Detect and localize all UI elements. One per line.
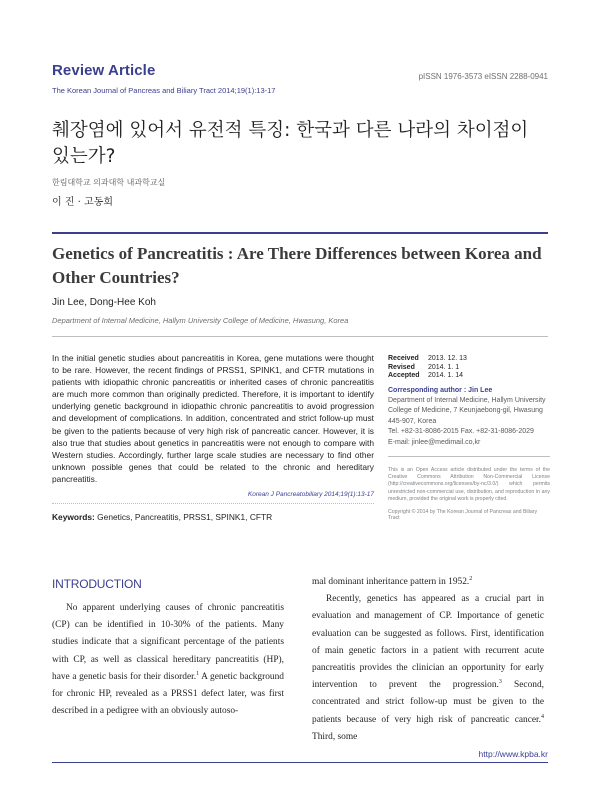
corresponding-author-details bbox=[388, 396, 550, 448]
body-text: No apparent underlying causes of chronic pancreatitis (CP) can be identified in 10-30% of the patients. Many studies indicate that a significant percentage of the patients with CP, as well as classical hereditary pancreatitis (HP), have a genetic basis for their disorder. bbox=[52, 603, 284, 682]
accepted-date: 2014. 1. 14 bbox=[428, 372, 464, 379]
footer-divider bbox=[52, 762, 548, 763]
corr-line: Department of Internal Medicine, Hallym University bbox=[388, 397, 546, 404]
article-dates bbox=[388, 355, 550, 379]
journal-url-link[interactable]: http://www.kpba.kr bbox=[478, 749, 548, 759]
corr-email[interactable]: E-mail: jinlee@medimail.co,kr bbox=[388, 438, 481, 446]
english-affiliation: Department of Internal Medicine, Hallym University College of Medicine, Hwasung, Korea bbox=[52, 316, 349, 325]
issn: pISSN 1976-3573 eISSN 2288-0941 bbox=[418, 72, 548, 81]
revised-date: 2014. 1. 1 bbox=[428, 363, 460, 371]
body-text: Third, some bbox=[312, 731, 358, 742]
sidebar-divider bbox=[388, 456, 550, 457]
english-title: Genetics of Pancreatitis : Are There Differences between Korea and Other Countries? bbox=[52, 244, 542, 287]
article-sidebar bbox=[388, 355, 550, 521]
received-label: Received bbox=[388, 355, 419, 362]
reference-marker[interactable]: 4 bbox=[541, 713, 544, 720]
korean-title: 췌장염에 있어서 유전적 특징: 한국과 다른 나라의 차이점이 있는가? bbox=[52, 120, 529, 167]
korean-authors: 이 진 · 고동희 bbox=[52, 197, 114, 208]
journal-header bbox=[52, 62, 275, 95]
body-text: Second, concentrated and strict follow-up must be given to the patients because of very high risk of pancreatic cancer. bbox=[312, 680, 544, 725]
accepted-label: Accepted bbox=[388, 372, 420, 379]
keywords-label: Keywords: bbox=[52, 512, 95, 522]
copyright-text: Copyright © 2014 by The Korean Journal of Pancreas and Biliary Tract bbox=[388, 509, 538, 522]
corr-line: College of Medicine, 7 Keunjaebong-gil, Hwasung bbox=[388, 407, 543, 415]
abstract-text: In the initial genetic studies about pancreatitis in Korea, gene mutations were thought to be rare. However, the recent findings of PRSS1, SPINK1, and CFTR mutations in patients with idiopathic chronic pancreatitis or inherited cases of chronic pancreatitis are much more common than originally predicted. Therefore, it is important to identify underlying genetic background in idiopathic chronic pancreatitis to avoid progression and development of complications. In addition, concentrated and strict follow-up must be given to the patients because of very high risk of pancreatic cancer. However, it is also true that studies about genetics in pancreatitis were not enough to compare with Western studies. Accordingly, further large scale studies are necessary to find other unknown possible genes that could be related to the chronic and hereditary pancreatitis. bbox=[52, 353, 374, 484]
keywords-divider bbox=[52, 503, 374, 504]
abstract-divider bbox=[52, 336, 548, 337]
reference-marker[interactable]: 3 bbox=[498, 679, 502, 686]
reference-marker[interactable]: 2 bbox=[469, 575, 473, 582]
keywords bbox=[52, 512, 374, 522]
section-heading-introduction: INTRODUCTION bbox=[52, 577, 142, 591]
corr-line: 445-907, Korea bbox=[388, 417, 437, 425]
corr-line: Tel. +82-31-8086-2015 Fax. +82-31-8086-2029 bbox=[388, 428, 534, 436]
body-column-right bbox=[312, 574, 544, 746]
body-column-left bbox=[52, 574, 284, 720]
body-text: A genetic background for chronic HP, revealed as a PRSS1 defect later, was first described in a pedigree with an obviously autoso- bbox=[52, 671, 284, 717]
body-paragraph bbox=[52, 600, 284, 720]
title-divider bbox=[52, 232, 548, 234]
corresponding-author-label: Corresponding author : Jin Lee bbox=[388, 387, 493, 394]
body-paragraph bbox=[312, 574, 544, 591]
received-date: 2013. 12. 13 bbox=[428, 355, 467, 362]
article-type: Review Article bbox=[52, 62, 156, 79]
license-text: This is an Open Access article distributed under the terms of the Creative Commons Attribution Non-Commercial License (http://creativecommons.org/licenses/by-nc/3.0/) which permits unrestricted non-commercial use, distribution, and reproduction in any medium, provided the original work is properly cited. bbox=[388, 467, 550, 502]
reference-marker[interactable]: 1 bbox=[196, 670, 200, 677]
body-text: Recently, genetics has appeared as a crucial part in evaluation and management of CP. Importance of genetic evaluation can be suggested as follows. First, identification of main genetic factors in a patient with recurrent acute pancreatitis provides the clinician an opportunity for early intervention to prevent the progression. bbox=[312, 594, 544, 691]
abstract-citation: Korean J Pancreatobiliary 2014;19(1):13-17 bbox=[247, 491, 374, 498]
keywords-list: Genetics, Pancreatitis, PRSS1, SPINK1, CFTR bbox=[97, 512, 273, 522]
journal-citation-line: The Korean Journal of Pancreas and Biliary Tract 2014;19(1):13-17 bbox=[52, 86, 276, 95]
revised-label: Revised bbox=[388, 363, 415, 371]
body-text: mal dominant inheritance pattern in 1952. bbox=[312, 577, 470, 587]
english-authors: Jin Lee, Dong-Hee Koh bbox=[52, 297, 156, 308]
body-paragraph bbox=[312, 591, 544, 746]
korean-affiliation: 한림대학교 의과대학 내과학교실 bbox=[52, 178, 166, 187]
